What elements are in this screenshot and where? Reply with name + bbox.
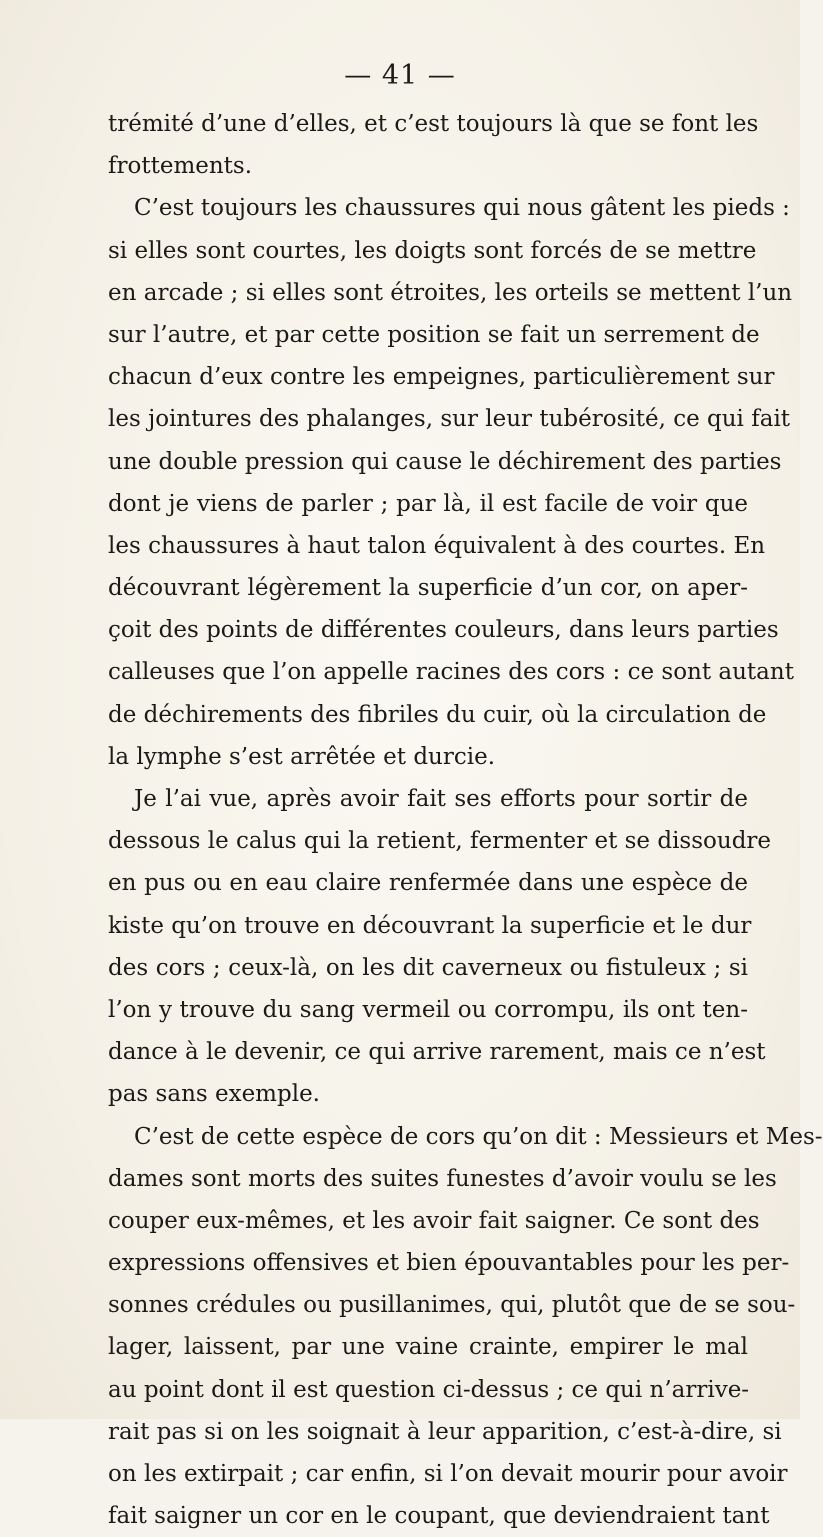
text-line: trémité d’une d’elles, et c’est toujours là que se font les: [108, 111, 759, 137]
text-line: au point dont il est question ci-dessus ; ce qui n’arrive-: [108, 1376, 750, 1403]
text-line: expressions offensives et bien épouvantables pour les per-: [108, 1250, 790, 1277]
body-text: [108, 103, 823, 1537]
text-line: couper eux-mêmes, et les avoir fait saigner. Ce sont des: [108, 1207, 760, 1234]
text-line: les jointures des phalanges, sur leur tubérosité, ce qui fait: [108, 406, 791, 433]
text-line: des cors ; ceux-là, on les dit caverneux ou fistuleux ; si: [108, 954, 748, 981]
text-line: dont je viens de parler ; par là, il est facile de voir que: [108, 490, 748, 517]
text-line: lager, laissent, par une vaine crainte, empirer le mal: [108, 1334, 748, 1361]
text-line: dance à le devenir, ce qui arrive rarement, mais ce n’est: [108, 1039, 766, 1066]
text-line: C’est toujours les chaussures qui nous gâtent les pieds :: [134, 195, 790, 222]
text-line: fait saigner un cor en le coupant, que deviendraient tant: [108, 1503, 770, 1530]
text-line: Je l’ai vue, après avoir fait ses efforts pour sortir de: [134, 786, 748, 812]
text-line: si elles sont courtes, les doigts sont forcés de se mettre: [108, 237, 757, 264]
page-number: — 41 —: [344, 60, 456, 91]
text-line: kiste qu’on trouve en découvrant la superficie et le dur: [108, 912, 752, 939]
text-line: dessous le calus qui la retient, fermenter et se dissoudre: [108, 828, 772, 855]
text-line: pas sans exemple.: [108, 1081, 320, 1108]
text-line: chacun d’eux contre les empeignes, particulièrement sur: [108, 364, 775, 391]
text-line: C’est de cette espèce de cors qu’on dit : Messieurs et Mes-: [134, 1123, 823, 1150]
text-line: découvrant légèrement la superficie d’un cor, on aper-: [108, 575, 748, 602]
text-line: dames sont morts des suites funestes d’avoir voulu se les: [108, 1165, 777, 1192]
text-line: la lymphe s’est arrêtée et durcie.: [108, 743, 496, 770]
text-line: une double pression qui cause le déchirement des parties: [108, 448, 782, 475]
text-line: sonnes crédules ou pusillanimes, qui, plutôt que de se sou-: [108, 1292, 796, 1319]
text-line: les chaussures à haut talon équivalent à des courtes. En: [108, 532, 766, 559]
text-line: rait pas si on les soignait à leur apparition, c’est-à-dire, si: [108, 1418, 782, 1445]
text-line: frottements.: [108, 153, 253, 180]
text-line: en arcade ; si elles sont étroites, les orteils se mettent l’un: [108, 279, 793, 306]
text-line: calleuses que l’on appelle racines des cors : ce sont autant: [108, 659, 794, 686]
text-line: sur l’autre, et par cette position se fait un serrement de: [108, 321, 760, 348]
text-line: l’on y trouve du sang vermeil ou corrompu, ils ont ten-: [108, 996, 748, 1023]
text-line: on les extirpait ; car enfin, si l’on devait mourir pour avoir: [108, 1461, 788, 1487]
text-line: de déchirements des fibriles du cuir, où la circulation de: [108, 701, 767, 728]
text-line: en pus ou en eau claire renfermée dans une espèce de: [108, 870, 748, 897]
text-line: çoit des points de différentes couleurs, dans leurs parties: [108, 617, 779, 644]
